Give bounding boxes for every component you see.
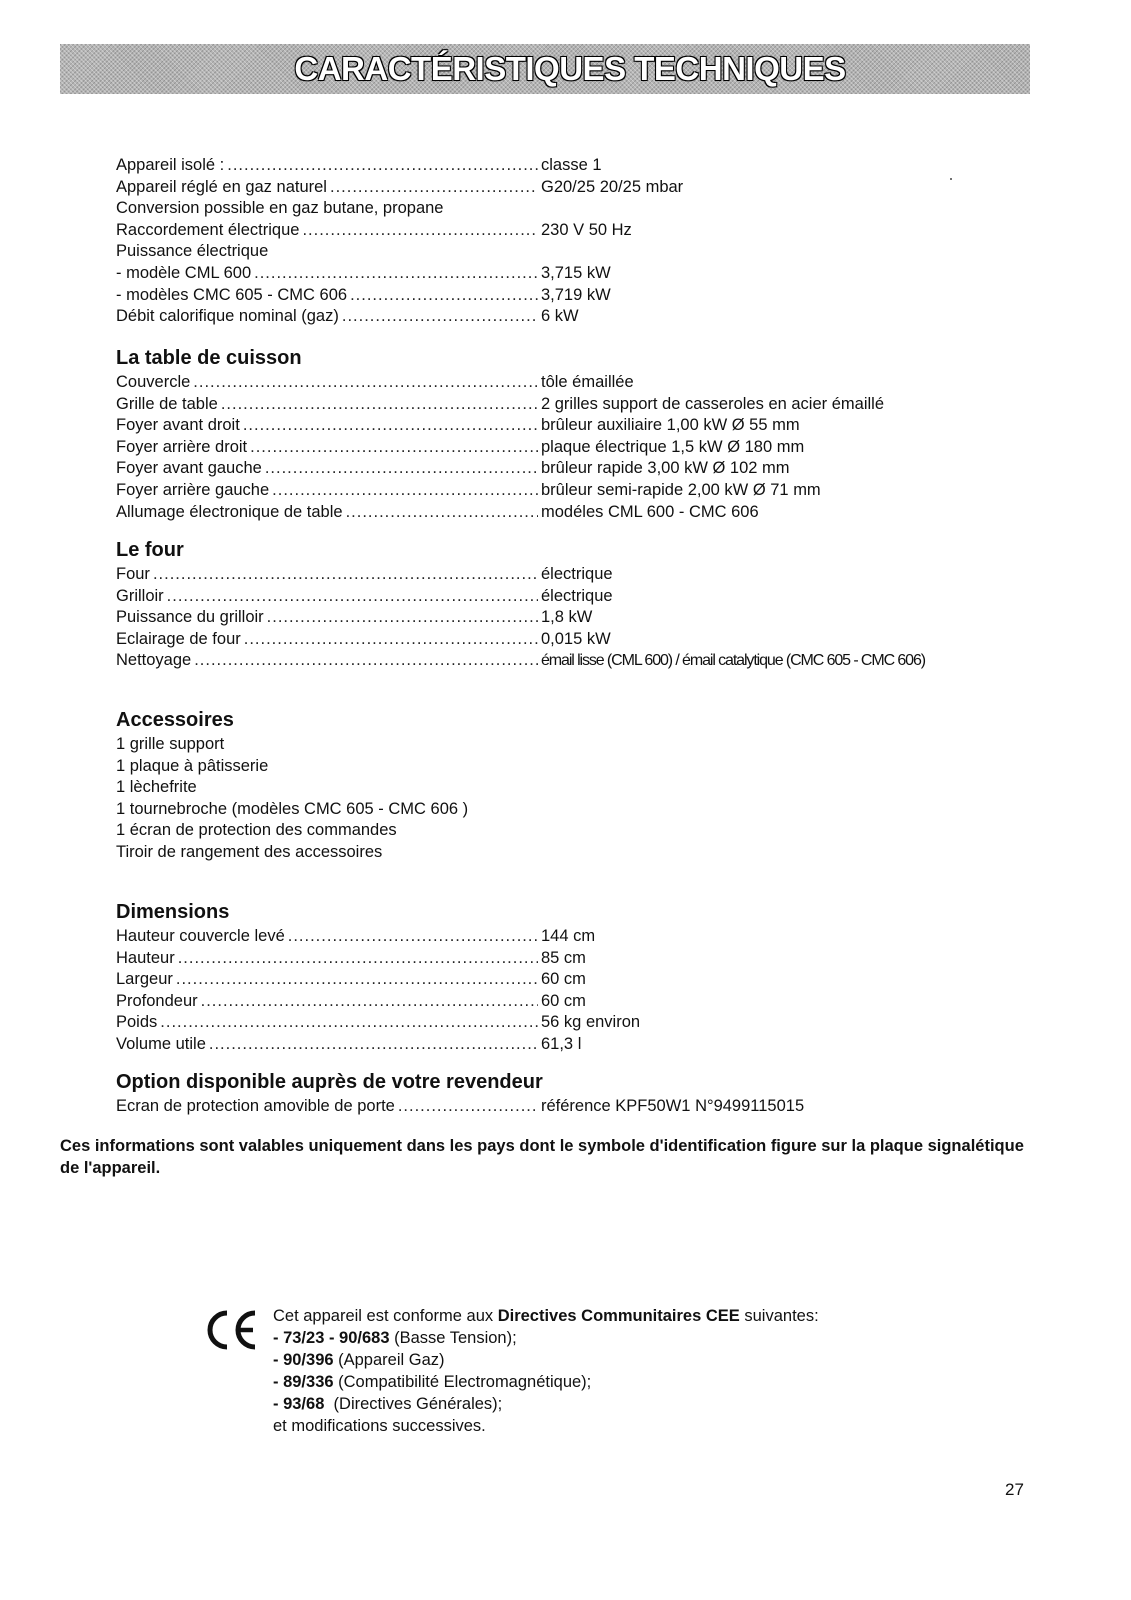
dot-leader xyxy=(342,306,538,328)
spec-value: 61,3 l xyxy=(541,1034,582,1053)
spec-row xyxy=(116,1096,1046,1118)
spec-row xyxy=(116,458,1046,480)
spec-label: Allumage électronique de table xyxy=(116,502,343,521)
spec-label: Largeur xyxy=(116,970,173,989)
dot-leader xyxy=(160,1012,538,1034)
spec-value: référence KPF50W1 N°9499115015 xyxy=(541,1097,805,1115)
ce-closing: et modifications successives. xyxy=(273,1417,486,1435)
dot-leader xyxy=(267,607,538,629)
spec-value: 0,015 kW xyxy=(541,629,611,648)
ce-text xyxy=(273,1305,819,1437)
list-item: 1 lèchefrite xyxy=(116,778,197,797)
title-banner xyxy=(60,44,1030,94)
dot-leader xyxy=(346,502,538,524)
spec-value: 144 cm xyxy=(541,927,596,945)
ce-directives-name: Directives Communitaires CEE xyxy=(497,1307,740,1325)
spec-row xyxy=(116,948,1046,970)
dot-leader xyxy=(288,926,538,948)
spec-row xyxy=(116,586,1046,608)
spec-row xyxy=(116,220,1046,242)
spec-label: Hauteur couvercle levé xyxy=(116,927,285,945)
dot-leader xyxy=(302,220,538,242)
spec-label: Nettoyage xyxy=(116,651,192,670)
section-option xyxy=(116,1068,1046,1118)
spec-value: brûleur rapide 3,00 kW Ø 102 mm xyxy=(541,459,790,478)
directive-code: - 90/396 xyxy=(273,1351,334,1369)
spec-value: 230 V 50 Hz xyxy=(541,220,632,239)
dot-leader xyxy=(194,650,538,672)
section-heading: Dimensions xyxy=(116,901,230,923)
dot-leader xyxy=(178,948,538,970)
validity-notice: Ces informations sont valables uniquement dans les pays dont le symbole d'identification figure sur la plaque signalétique de l'appareil. xyxy=(60,1137,1024,1177)
list-item: 1 écran de protection des commandes xyxy=(116,821,397,840)
spec-label: Foyer avant droit xyxy=(116,416,240,435)
page-number: 27 xyxy=(1005,1480,1024,1499)
spec-label: Eclairage de four xyxy=(116,629,241,648)
dot-leader xyxy=(265,458,538,480)
spec-row xyxy=(116,306,1046,328)
dot-leader xyxy=(330,177,538,199)
spec-row xyxy=(116,607,1046,629)
spec-label: Débit calorifique nominal (gaz) xyxy=(116,307,339,326)
spec-value: 1,8 kW xyxy=(541,608,593,627)
list-item: 1 tournebroche (modèles CMC 605 - CMC 606 ) xyxy=(116,799,469,818)
dot-leader xyxy=(221,394,538,416)
spec-label: Raccordement électrique xyxy=(116,220,300,239)
spec-value: 3,715 kW xyxy=(541,263,611,282)
spec-label: Foyer avant gauche xyxy=(116,459,262,478)
list-item: 1 grille support xyxy=(116,735,225,753)
spec-row xyxy=(116,650,1046,672)
dot-leader xyxy=(167,586,538,608)
directive-desc: (Directives Générales); xyxy=(324,1395,503,1413)
scan-speck xyxy=(950,178,952,180)
dot-leader xyxy=(193,372,538,394)
spec-value: électrique xyxy=(541,586,613,605)
section-accessoires xyxy=(116,706,1046,864)
spec-value: brûleur auxiliaire 1,00 kW Ø 55 mm xyxy=(541,416,800,435)
spec-value: 60 cm xyxy=(541,991,586,1010)
spec-row xyxy=(116,263,1046,285)
spec-row xyxy=(116,991,1046,1013)
spec-row xyxy=(116,969,1046,991)
spec-label: Appareil réglé en gaz naturel xyxy=(116,177,327,196)
spec-row xyxy=(116,415,1046,437)
directive-code: - 93/68 xyxy=(273,1395,325,1413)
ce-intro-text: Cet appareil est conforme aux xyxy=(273,1307,498,1325)
spec-row xyxy=(116,564,1046,586)
spec-value: plaque électrique 1,5 kW Ø 180 mm xyxy=(541,437,805,456)
page-title: CARACTÉRISTIQUES TECHNIQUES xyxy=(294,50,846,87)
spec-value: 56 kg environ xyxy=(541,1013,641,1032)
spec-label: Foyer arrière droit xyxy=(116,437,248,456)
dot-leader xyxy=(272,480,538,502)
spec-value: émail lisse (CML 600) / émail catalytique (CMC 605 - CMC 606) xyxy=(541,652,926,670)
directive-desc: (Basse Tension); xyxy=(389,1329,517,1347)
dot-leader xyxy=(250,437,538,459)
spec-row xyxy=(116,177,1046,199)
directive-desc: (Appareil Gaz) xyxy=(333,1351,445,1369)
spec-label: Ecran de protection amovible de porte xyxy=(116,1097,395,1115)
spec-row xyxy=(116,198,1046,220)
dot-leader xyxy=(398,1096,538,1118)
directive-desc: (Compatibilité Electromagnétique); xyxy=(333,1373,592,1391)
section-four xyxy=(116,536,1046,672)
directive-code: - 73/23 - 90/683 xyxy=(273,1329,390,1347)
spec-value: G20/25 20/25 mbar xyxy=(541,177,684,196)
dot-leader xyxy=(227,155,538,177)
spec-label: Four xyxy=(116,565,150,583)
spec-label: Couvercle xyxy=(116,373,191,391)
dot-leader xyxy=(176,969,538,991)
directive-item xyxy=(273,1393,819,1415)
spec-value: 85 cm xyxy=(541,948,586,967)
dot-leader xyxy=(243,415,538,437)
spec-value: brûleur semi-rapide 2,00 kW Ø 71 mm xyxy=(541,480,821,499)
spec-label: Grilloir xyxy=(116,586,164,605)
spec-label: Conversion possible en gaz butane, propane xyxy=(116,199,444,218)
spec-row xyxy=(116,1034,1046,1056)
spec-label: Grille de table xyxy=(116,394,218,413)
directive-code: - 89/336 xyxy=(273,1373,334,1391)
ce-intro-suffix: suivantes: xyxy=(739,1307,819,1325)
spec-row xyxy=(116,1012,1046,1034)
spec-row xyxy=(116,629,1046,651)
spec-label: Foyer arrière gauche xyxy=(116,480,270,499)
spec-row xyxy=(116,926,1046,948)
spec-value: électrique xyxy=(541,565,613,583)
section-heading: La table de cuisson xyxy=(116,347,302,369)
directive-item xyxy=(273,1371,819,1393)
section-heading: Accessoires xyxy=(116,709,234,731)
ce-mark-icon xyxy=(203,1307,263,1353)
spec-row xyxy=(116,372,1046,394)
dot-leader xyxy=(244,629,538,651)
spec-value: 6 kW xyxy=(541,307,579,326)
dot-leader xyxy=(153,564,538,586)
spec-label: Appareil isolé : xyxy=(116,156,225,174)
spec-row xyxy=(116,394,1046,416)
spec-value: tôle émaillée xyxy=(541,373,634,391)
spec-value: 60 cm xyxy=(541,970,586,989)
dot-leader xyxy=(201,991,538,1013)
ce-intro xyxy=(273,1305,819,1327)
general-specs xyxy=(116,155,1046,328)
spec-label: Hauteur xyxy=(116,948,175,967)
spec-label: Puissance électrique xyxy=(116,242,269,261)
dot-leader xyxy=(350,285,538,307)
spec-label: - modèle CML 600 xyxy=(116,263,252,282)
spec-row xyxy=(116,437,1046,459)
spec-label: Profondeur xyxy=(116,991,198,1010)
spec-label: Volume utile xyxy=(116,1034,206,1053)
spec-value: 3,719 kW xyxy=(541,285,611,304)
spec-value: 2 grilles support de casseroles en acier émaillé xyxy=(541,394,885,413)
section-heading: Le four xyxy=(116,539,184,561)
spec-row xyxy=(116,155,1046,177)
list-item: 1 plaque à pâtisserie xyxy=(116,756,269,775)
spec-label: Poids xyxy=(116,1013,158,1032)
directive-item xyxy=(273,1349,819,1371)
spec-label: - modèles CMC 605 - CMC 606 xyxy=(116,285,348,304)
section-heading: Option disponible auprès de votre revendeur xyxy=(116,1071,543,1093)
list-item: Tiroir de rangement des accessoires xyxy=(116,842,383,861)
spec-row xyxy=(116,241,1046,263)
spec-value: modéles CML 600 - CMC 606 xyxy=(541,502,759,521)
spec-row xyxy=(116,502,1046,524)
dot-leader xyxy=(209,1034,538,1056)
spec-label: Puissance du grilloir xyxy=(116,608,264,627)
spec-row xyxy=(116,285,1046,307)
directive-item xyxy=(273,1327,819,1349)
dot-leader xyxy=(254,263,538,285)
spec-row xyxy=(116,480,1046,502)
section-table-cuisson xyxy=(116,344,1046,523)
section-dimensions xyxy=(116,898,1046,1056)
spec-value: classe 1 xyxy=(541,156,602,174)
